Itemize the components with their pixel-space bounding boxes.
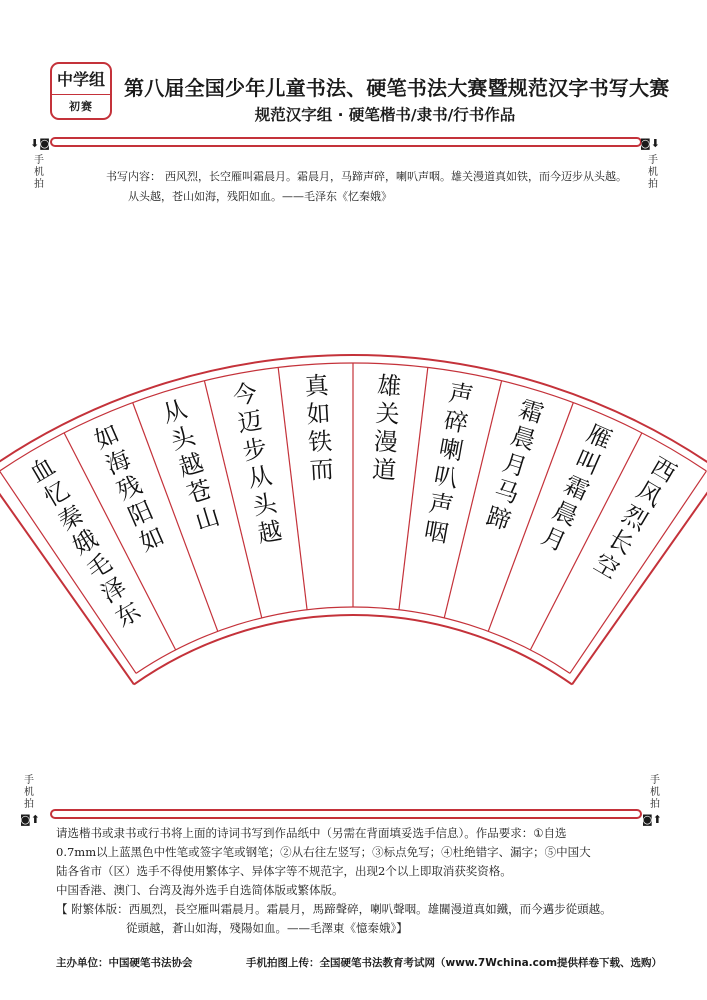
fan-inner-arc-inner bbox=[136, 607, 570, 673]
content-label: 书写内容： bbox=[106, 170, 161, 183]
fan-character: 步 bbox=[240, 433, 270, 466]
fan-character: 毛 bbox=[82, 548, 117, 585]
fan-character: 雁 bbox=[582, 419, 616, 455]
fan-character: 残 bbox=[112, 470, 147, 506]
fan-character: 从 bbox=[159, 394, 191, 429]
fan-character: 海 bbox=[101, 444, 135, 481]
fan-character: 蹄 bbox=[483, 501, 515, 536]
marker-char: 拍 bbox=[650, 799, 660, 810]
fan-character: 月 bbox=[499, 448, 531, 483]
fan-character: 越 bbox=[175, 448, 207, 483]
fan-character: 忆 bbox=[39, 475, 75, 513]
fan-character: 山 bbox=[191, 501, 223, 536]
bottom-border-band bbox=[50, 809, 642, 819]
camera-icon: ◙⬆ bbox=[642, 813, 662, 826]
marker-char: 机 bbox=[34, 167, 44, 178]
fan-character: 西 bbox=[646, 451, 681, 489]
fan-character: 叫 bbox=[571, 444, 605, 481]
fan-character: 风 bbox=[631, 475, 667, 513]
fan-character: 越 bbox=[255, 516, 285, 549]
fan-character: 碎 bbox=[441, 406, 471, 439]
organizer-text: 主办单位：中国硬笔书法协会 bbox=[56, 957, 193, 969]
fan-character: 而 bbox=[308, 455, 335, 485]
fan-character: 关 bbox=[374, 399, 401, 429]
fan-column bbox=[589, 452, 681, 585]
fan-character: 晨 bbox=[507, 421, 539, 456]
fan-character: 月 bbox=[537, 521, 571, 558]
fan-character: 血 bbox=[25, 451, 60, 489]
instruction-line: 0.7mm以上蓝黑色中性笔或签字笔或钢笔；②从右往左竖写；③标点免写；④杜绝错字、漏字；⑤中国大 bbox=[56, 845, 591, 859]
marker-char: 手 bbox=[24, 775, 34, 786]
sub-title: 规范汉字组 · 硬笔楷书/隶书/行书作品 bbox=[254, 106, 516, 124]
fan-character: 从 bbox=[245, 461, 275, 494]
fan-column bbox=[537, 419, 615, 557]
fan-column bbox=[304, 371, 335, 484]
fan-character: 阳 bbox=[124, 496, 158, 532]
fan-character: 苍 bbox=[183, 475, 215, 509]
marker-char: 机 bbox=[650, 787, 660, 798]
fan-character: 东 bbox=[110, 596, 146, 633]
fan-character: 如 bbox=[90, 419, 124, 455]
fan-character: 迈 bbox=[235, 406, 265, 439]
fan-column bbox=[90, 419, 168, 557]
fan-character: 马 bbox=[491, 475, 523, 509]
fan-character: 喇 bbox=[436, 433, 466, 466]
content-line-2: 从头越，苍山如海，残阳如血。——毛泽东《忆秦娥》 bbox=[128, 190, 392, 203]
fan-character: 娥 bbox=[67, 524, 103, 561]
main-title: 第八届全国少年儿童书法、硬笔书法大赛暨规范汉字书写大赛 bbox=[124, 76, 670, 100]
fan-character: 如 bbox=[305, 399, 332, 429]
fan-column-divider bbox=[278, 367, 307, 609]
fan-character: 空 bbox=[589, 548, 624, 585]
instruction-line: 【 附繁体版：西風烈，長空雁叫霜晨月。霜晨月，馬蹄聲碎，喇叭聲咽。雄關漫道真如鐵，而今邁步從頭越。 bbox=[56, 902, 612, 916]
fan-character: 秦 bbox=[53, 499, 89, 537]
fan-character: 铁 bbox=[307, 427, 333, 457]
fan-character: 烈 bbox=[617, 499, 653, 537]
fan-character: 道 bbox=[371, 455, 398, 485]
marker-char: 机 bbox=[648, 167, 658, 178]
fan-character: 声 bbox=[446, 378, 476, 411]
fan-character: 头 bbox=[250, 488, 280, 521]
group-round: 初赛 bbox=[69, 100, 93, 113]
fan-character: 漫 bbox=[373, 427, 399, 457]
marker-char: 手 bbox=[34, 155, 44, 166]
marker-char: 机 bbox=[24, 787, 34, 798]
marker-char: 拍 bbox=[24, 799, 34, 810]
fan-character: 霜 bbox=[559, 470, 594, 506]
fan-column bbox=[371, 371, 402, 484]
marker-char: 拍 bbox=[34, 179, 44, 190]
instruction-line: 请选楷书或隶书或行书将上面的诗词书写到作品纸中（另需在背面填妥选手信息）。作品要求：①自选 bbox=[56, 826, 567, 840]
fan-character: 真 bbox=[304, 371, 330, 401]
fan-frame bbox=[0, 355, 707, 684]
phone-photo-label-right-bottom bbox=[646, 775, 664, 811]
fan-column-divider bbox=[399, 367, 428, 609]
content-line-1: 西风烈，长空雁叫霜晨月。霜晨月，马蹄声碎，喇叭声咽。雄关漫道真如铁，而今迈步从头越。 bbox=[165, 170, 627, 183]
fan-character: 咽 bbox=[421, 516, 451, 549]
marker-char: 手 bbox=[650, 775, 660, 786]
camera-icon: ◙⬇ bbox=[640, 137, 660, 150]
group-label: 中学组 bbox=[55, 67, 107, 92]
camera-icon: ⬇◙ bbox=[30, 137, 50, 150]
marker-char: 手 bbox=[648, 155, 658, 166]
fan-character: 霜 bbox=[515, 394, 547, 429]
marker-char: 拍 bbox=[648, 179, 658, 190]
fan-inner-arc bbox=[134, 615, 572, 684]
upload-info-text: 手机拍图上传：全国硬笔书法教育考试网（www.7Wchina.com提供样卷下载、选购） bbox=[246, 957, 663, 969]
instruction-line: 陆各省市（区）选手不得使用繁体字、异体字等不规范字，出现2个以上即取消获奖资格。 bbox=[56, 864, 512, 878]
instruction-line: 從頭越，蒼山如海，殘陽如血。——毛澤東《憶秦娥》】 bbox=[126, 921, 408, 935]
fan-character: 如 bbox=[135, 521, 169, 558]
fan-character: 长 bbox=[603, 524, 639, 561]
camera-icon: ◙⬆ bbox=[20, 813, 40, 826]
fan-character: 雄 bbox=[376, 371, 402, 401]
fan-character: 泽 bbox=[96, 572, 132, 609]
fan-character: 今 bbox=[230, 378, 260, 411]
fan-character: 叭 bbox=[431, 461, 461, 494]
phone-photo-label-left-bottom bbox=[20, 775, 38, 811]
fan-character: 晨 bbox=[548, 496, 582, 532]
instruction-line: 中国香港、澳门、台湾及海外选手自选简体版或繁体版。 bbox=[56, 883, 344, 897]
fan-character: 声 bbox=[426, 488, 456, 521]
fan-character: 头 bbox=[167, 421, 199, 456]
